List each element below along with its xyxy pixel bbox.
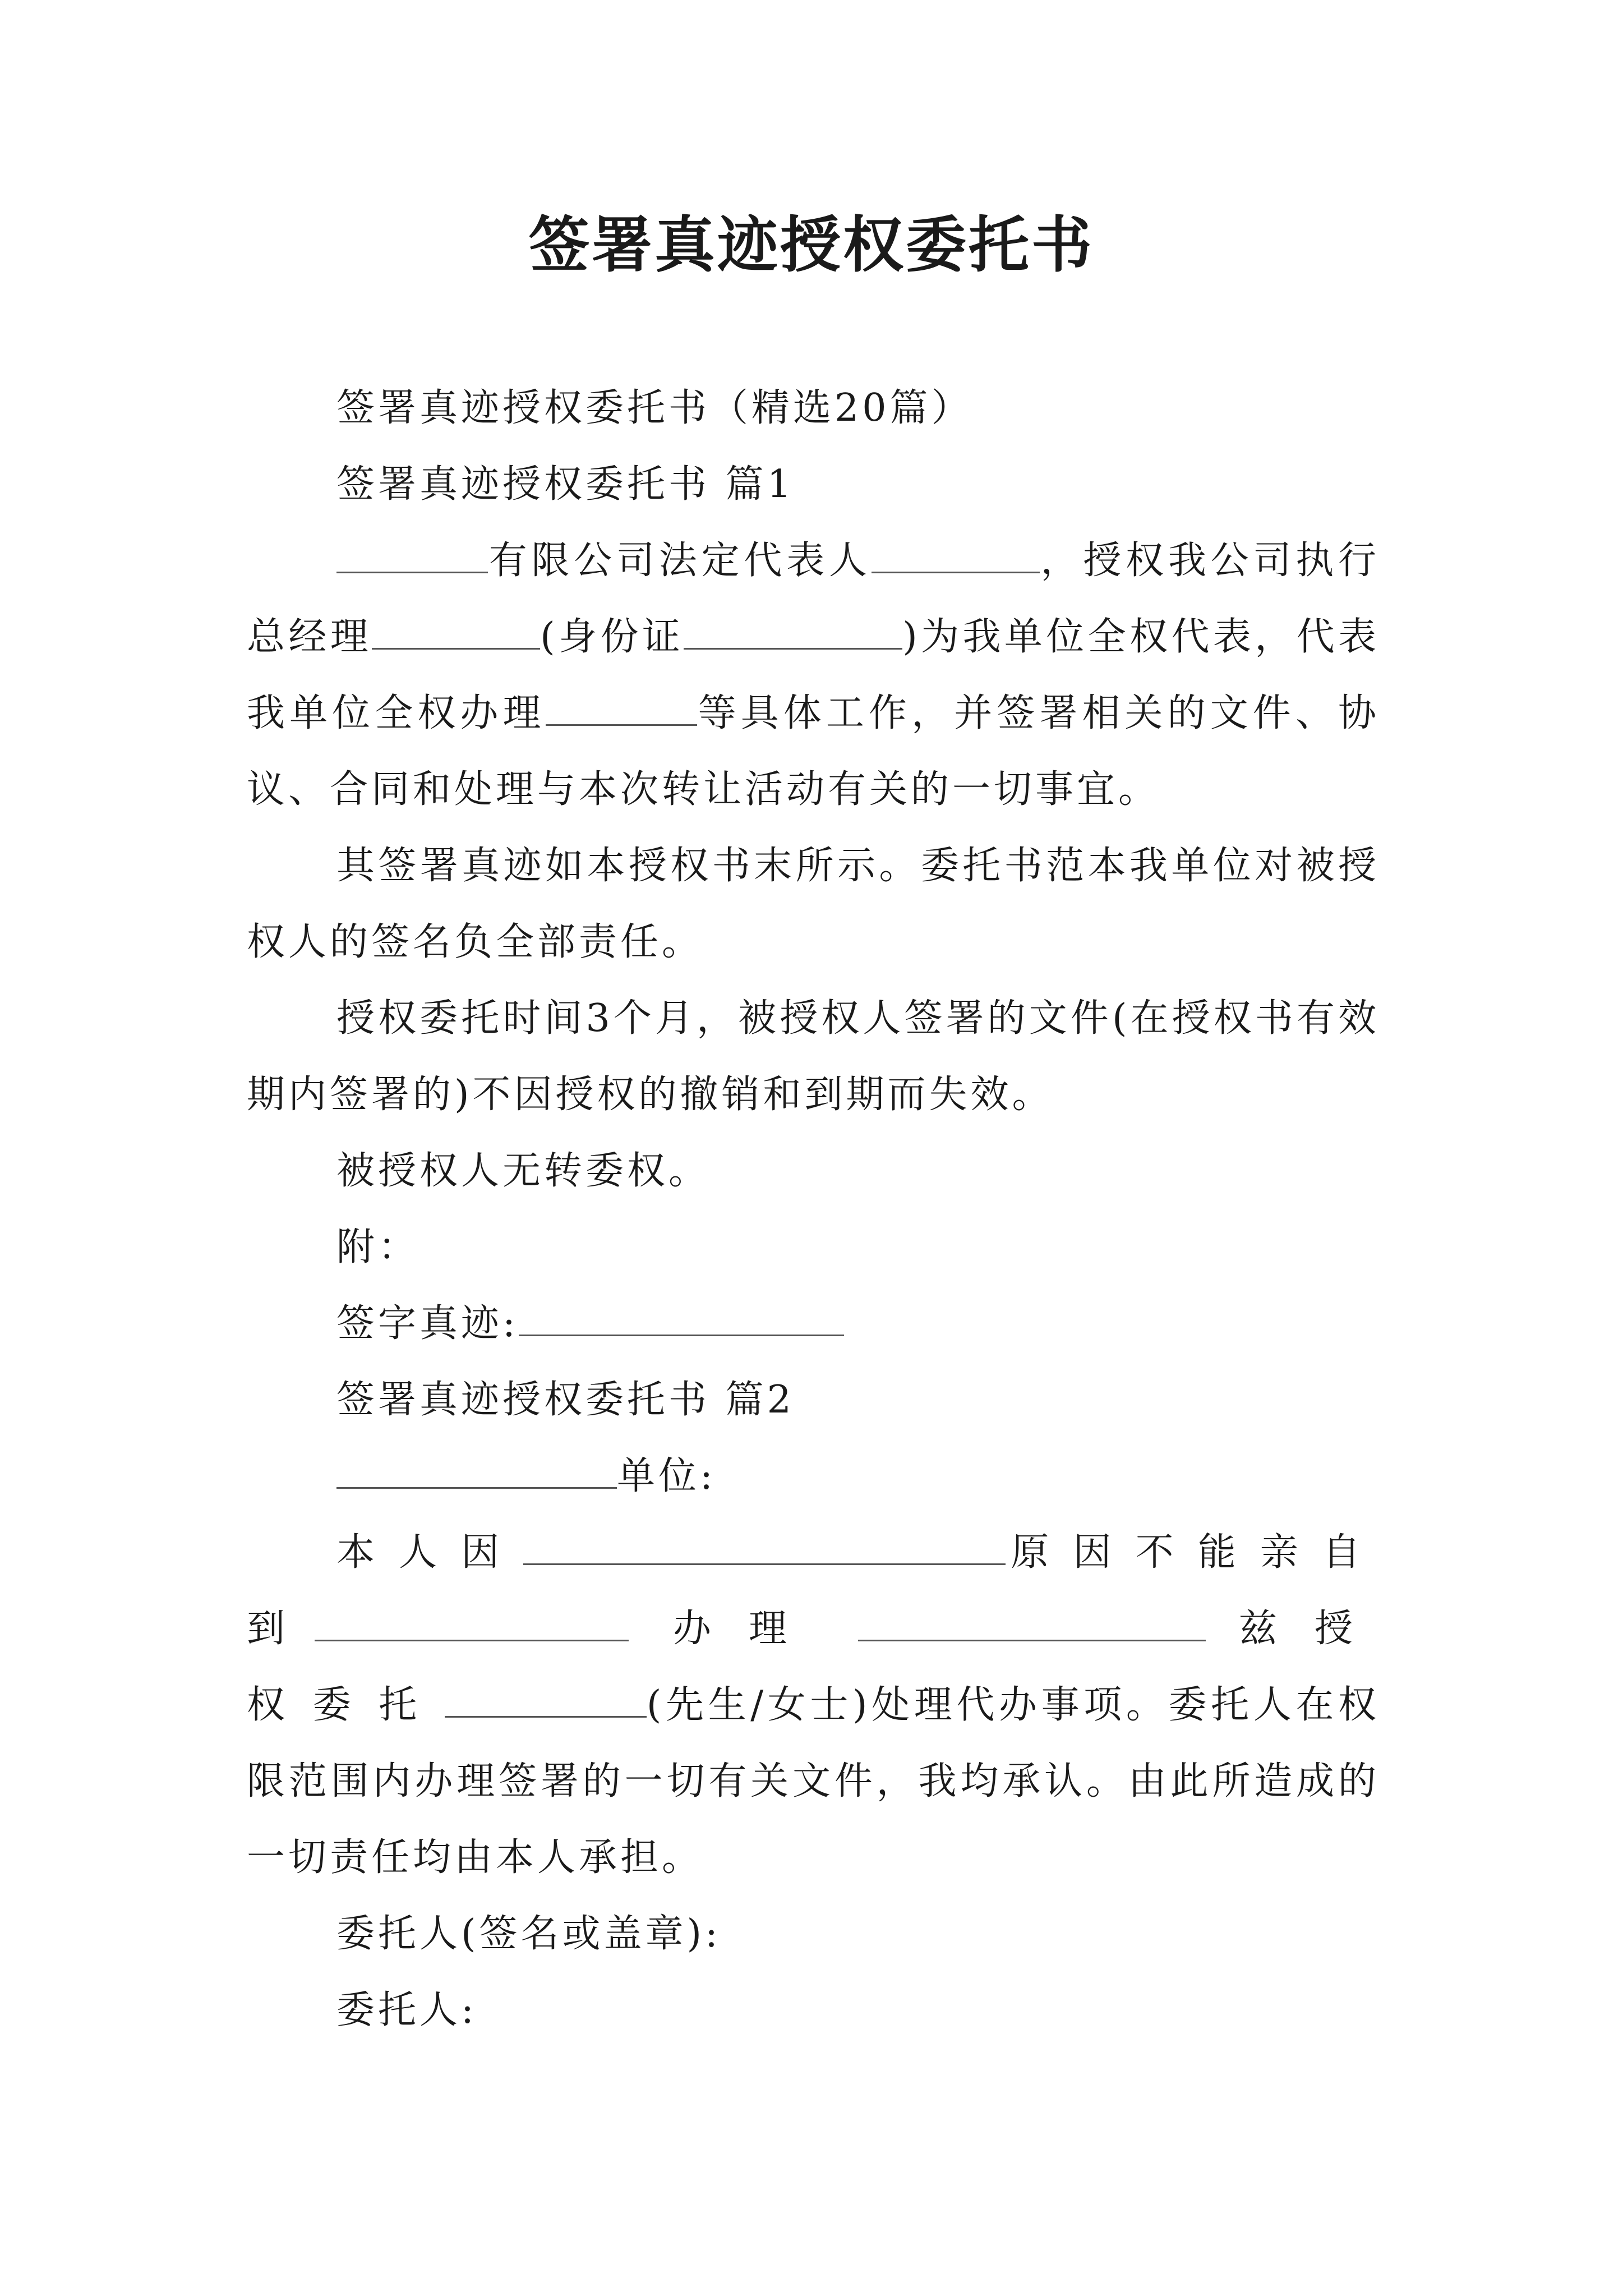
section1-paragraph5: 附： [336, 1225, 420, 1269]
signature-line [247, 1286, 1380, 1362]
blank-line [546, 685, 697, 726]
text-fragment: 有限公司法定代表人 [488, 539, 872, 583]
section1-paragraph1 [247, 523, 1380, 828]
document-title: 签署真迹授权委托书 [528, 210, 1094, 280]
text-fragment: 办理 [662, 1607, 824, 1651]
text-fragment: 兹授权委托 [247, 1607, 1380, 1727]
blank-line [684, 609, 902, 650]
blank-line [372, 609, 540, 650]
blank-line [872, 532, 1040, 573]
signature-label: 签字真迹: [336, 1301, 519, 1346]
client-line: 委托人: [336, 1988, 477, 2032]
text-fragment: (先生/女士)处理代办事项。委托人在权限范围内办理签署的一切有关文件，我均承认。由此所造成的一切责任均由本人承担。 [247, 1683, 1380, 1880]
blank-line [336, 1448, 617, 1489]
section2-heading: 签署真迹授权委托书 篇2 [336, 1378, 795, 1422]
signer-line: 委托人(签名或盖章): [336, 1912, 721, 1956]
section1-heading: 签署真迹授权委托书 篇1 [336, 462, 795, 507]
text-fragment: (身份证 [540, 615, 684, 659]
text-fragment: ，授权我公司执行总经理 [247, 539, 1380, 659]
blank-line [336, 532, 488, 573]
section1-paragraph3: 授权委托时间3个月，被授权人签署的文件(在授权书有效期内签署的)不因授权的撤销和到期而失效。 [247, 996, 1380, 1117]
unit-line [247, 1438, 1380, 1515]
section1-paragraph2: 其签署真迹如本授权书末所示。委托书范本我单位对被授权人的签名负全部责任。 [247, 844, 1380, 964]
blank-line [519, 1295, 844, 1336]
blank-line [315, 1600, 629, 1641]
blank-line [445, 1677, 647, 1718]
text-fragment: )为我单位全权代表，代表我单位全权办理 [247, 615, 1380, 735]
text-fragment: 本人因 [336, 1530, 524, 1575]
blank-line [523, 1524, 1006, 1565]
text-fragment: 原因不能亲自到 [247, 1530, 1380, 1651]
section2-paragraph1 [247, 1515, 1380, 1896]
blank-line [858, 1600, 1206, 1641]
subtitle: 签署真迹授权委托书（精选20篇） [336, 386, 973, 430]
section1-paragraph4: 被授权人无转委权。 [336, 1149, 711, 1193]
unit-label: 单位: [617, 1454, 716, 1498]
text-fragment: 等具体工作，并签署相关的文件、协议、合同和处理与本次转让活动有关的一切事宜。 [247, 691, 1380, 812]
document-body [247, 370, 1380, 2049]
